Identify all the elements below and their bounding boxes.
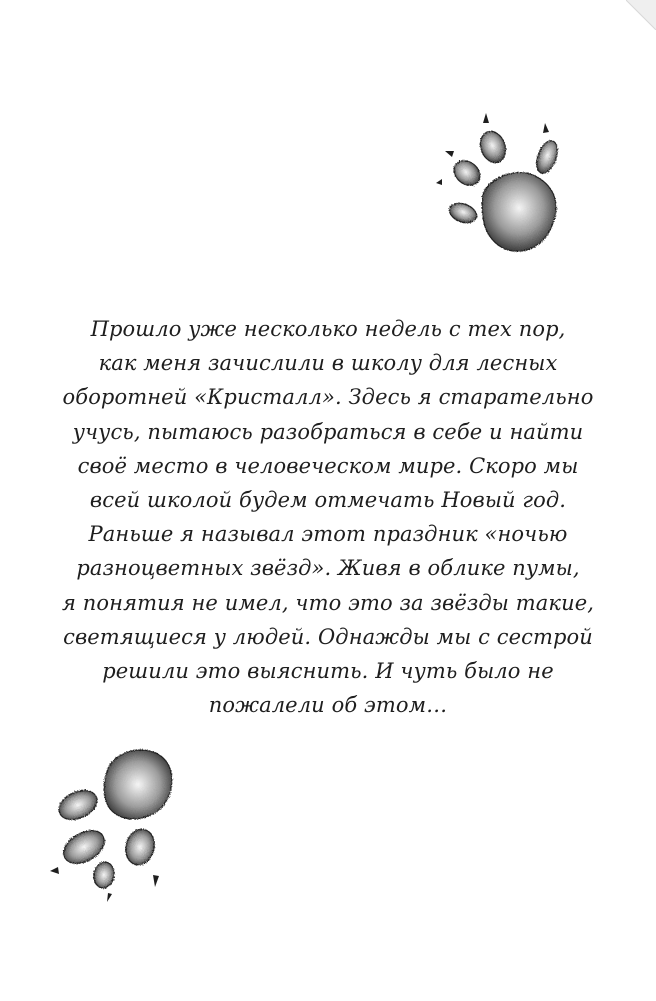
paw-print-icon	[425, 105, 575, 265]
text-line: оборотней «Кристалл». Здесь я старательно	[62, 385, 594, 410]
text-line: Раньше я называл этот праздник «ночью	[88, 522, 568, 547]
paw-print-icon	[40, 735, 210, 905]
page-corner-icon	[626, 0, 656, 30]
text-line: своё место в человеческом мире. Скоро мы	[77, 453, 579, 478]
text-line: пожалели об этом…	[208, 693, 448, 718]
text-line: разноцветных звёзд». Живя в облике пумы,	[76, 556, 580, 581]
text-line: светящиеся у людей. Однажды мы с сестрой	[63, 624, 593, 649]
text-line: как меня зачислили в школу для лесных	[98, 351, 558, 376]
text-line: решили это выяснить. И чуть было не	[102, 659, 554, 684]
text-line: учусь, пытаюсь разобраться в себе и найти	[72, 419, 584, 444]
text-line: я понятия не имел, что это за звёзды такие,	[61, 590, 594, 615]
text-line: всей школой будем отмечать Новый год.	[89, 488, 567, 513]
story-text	[60, 312, 596, 722]
text-line: Прошло уже несколько недель с тех пор,	[90, 317, 566, 341]
